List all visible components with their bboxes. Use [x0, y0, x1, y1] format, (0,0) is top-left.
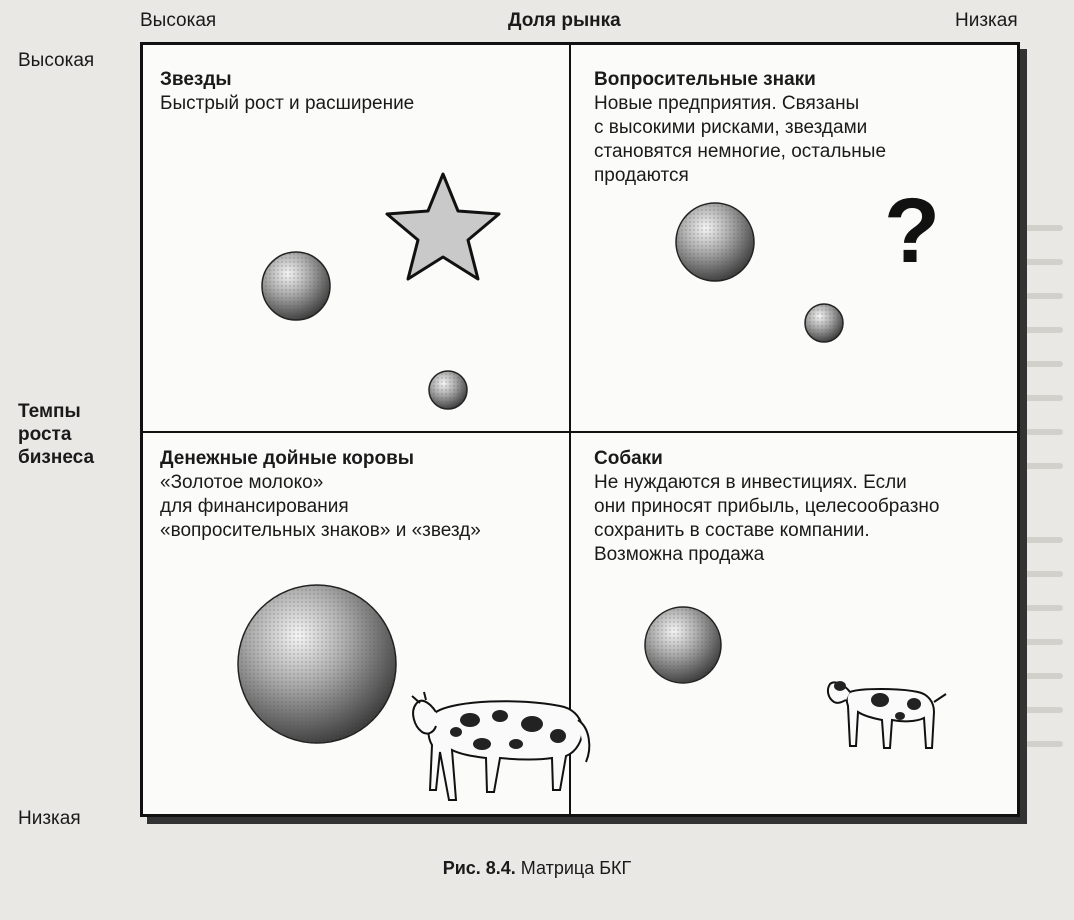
figure-number: Рис. 8.4.: [442, 858, 516, 878]
quadrant-question-marks: [594, 68, 886, 188]
y-axis-low-label: Низкая: [18, 808, 81, 829]
quadrant-question-text-line: с высокими рисками, звездами: [594, 117, 868, 138]
quadrant-question-text-line: становятся немногие, остальные: [594, 141, 887, 162]
quadrant-cows-text-line: «вопросительных знаков» и «звезд»: [160, 520, 481, 541]
x-axis-high-label: Высокая: [140, 10, 217, 31]
quadrant-cows-text-line: «Золотое молоко»: [160, 472, 324, 493]
quadrant-cows-title: Денежные дойные коровы: [160, 448, 415, 469]
quadrant-dogs-text-line: Не нуждаются в инвестициях. Если: [594, 472, 907, 493]
quadrant-dogs-title: Собаки: [594, 448, 663, 469]
quadrant-stars-text: Быстрый рост и расширение: [160, 93, 415, 114]
quadrant-cows-text-line: для финансирования: [160, 496, 349, 517]
vertical-divider: [569, 45, 571, 814]
quadrant-dogs: [594, 447, 939, 567]
quadrant-question-title: Вопросительные знаки: [594, 69, 816, 90]
x-axis-title: Доля рынка: [508, 10, 621, 31]
quadrant-dogs-text-line: сохранить в составе компании.: [594, 520, 870, 541]
question-mark-icon: ?: [883, 180, 941, 282]
quadrant-cash-cows: [160, 447, 481, 543]
figure-title: Матрица БКГ: [515, 858, 632, 878]
quadrant-dogs-text-line: Возможна продажа: [594, 544, 765, 565]
quadrant-stars-title: Звезды: [160, 69, 232, 90]
bcg-matrix: [140, 42, 1020, 817]
y-axis-title-line: Темпы: [18, 401, 81, 422]
y-axis-title: [18, 400, 94, 469]
y-axis-title-line: роста: [18, 424, 72, 445]
quadrant-stars: [160, 68, 414, 116]
horizontal-divider: [143, 431, 1017, 433]
quadrant-question-text-line: продаются: [594, 165, 689, 186]
quadrant-question-text-line: Новые предприятия. Связаны: [594, 93, 860, 114]
y-axis-title-line: бизнеса: [18, 447, 95, 468]
quadrant-dogs-text-line: они приносят прибыль, целесообразно: [594, 496, 940, 517]
x-axis-low-label: Низкая: [955, 10, 1018, 31]
y-axis-high-label: Высокая: [18, 50, 95, 71]
figure-caption: [0, 858, 1074, 879]
